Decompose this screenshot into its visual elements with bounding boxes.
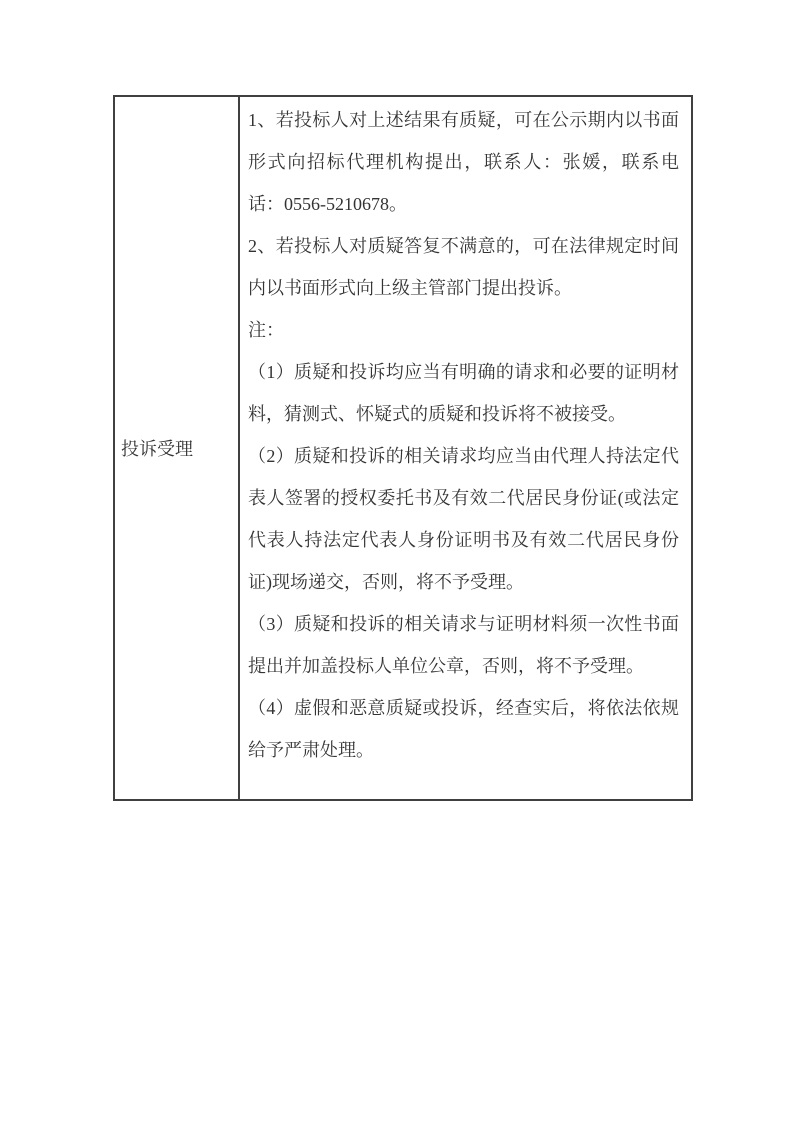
row-label-cell [115,97,240,799]
paragraph: （4）虚假和恶意质疑或投诉，经查实后，将依法依规给予严肃处理。 [248,698,679,760]
paragraph: （1）质疑和投诉均应当有明确的请求和必要的证明材料，猜测式、怀疑式的质疑和投诉将不被接受。 [248,362,679,424]
content-cell [240,97,691,799]
complaint-acceptance-table [113,95,693,801]
paragraph: 2、若投标人对质疑答复不满意的，可在法律规定时间内以书面形式向上级主管部门提出投诉。 [248,236,679,298]
paragraph: 注： [248,320,284,340]
row-label: 投诉受理 [121,439,193,459]
paragraph: 1、若投标人对上述结果有质疑，可在公示期内以书面形式向招标代理机构提出，联系人：张媛，联系电话：0556-5210678。 [248,110,679,214]
paragraph: （2）质疑和投诉的相关请求均应当由代理人持法定代表人签署的授权委托书及有效二代居民身份证(或法定代表人持法定代表人身份证明书及有效二代居民身份证)现场递交，否则，将不予受理。 [248,446,679,592]
paragraph: （3）质疑和投诉的相关请求与证明材料须一次性书面提出并加盖投标人单位公章，否则，将不予受理。 [248,614,679,676]
